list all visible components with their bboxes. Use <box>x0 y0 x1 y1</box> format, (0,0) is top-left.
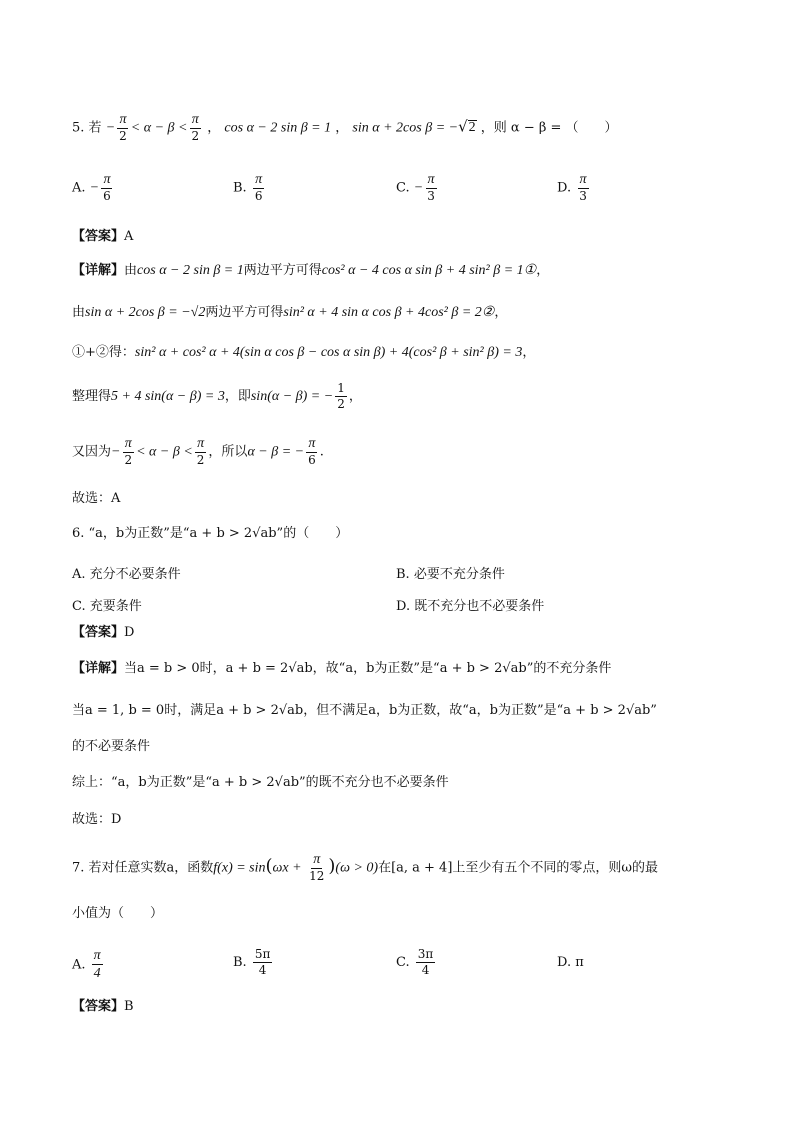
q5-detail-line-2: 由sin α + 2cos β = −√2两边平方可得sin² α + 4 sin α cos β + 4cos² β = 2②， <box>72 305 508 320</box>
q5-choose: 故选：A <box>72 491 121 506</box>
q6-option-c[interactable]: C. 充要条件 <box>72 599 142 614</box>
q5-answer: 【答案】A <box>72 229 134 244</box>
fraction: $\frac{\pi}{2}$ <box>191 112 200 144</box>
q6-choose: 故选：D <box>72 812 122 827</box>
q7-stem-line-2: 小值为（ ） <box>72 906 164 921</box>
q6-option-b[interactable]: B. 必要不充分条件 <box>396 567 505 582</box>
q6-answer: 【答案】D <box>72 625 135 640</box>
q5-condition-1: cos α − 2 sin β = 1 <box>224 120 332 136</box>
q7-answer: 【答案】B <box>72 999 134 1014</box>
q5-number: 5. <box>72 120 85 136</box>
q6-stem: 6. “a，b为正数”是“a + b > 2√ab”的（ ） <box>72 526 349 541</box>
q7-option-b[interactable]: B. $\frac{5\pi}{4}$ <box>233 947 271 978</box>
q5-option-d[interactable]: D. $\frac{\pi}{3}$ <box>557 172 587 204</box>
fraction: $\frac{\pi}{2}$ <box>119 112 127 144</box>
q5-detail-line-4: 整理得5 + 4 sin(α − β) = 3，即sin(α − β) = − $\frac{1}{2}$ ， <box>72 381 362 412</box>
q6-option-d[interactable]: D. 既不充分也不必要条件 <box>396 599 545 614</box>
q5-detail-line-5: 又因为− $\frac{\pi}{2}$ < α − β < $\frac{\pi}{2}$ ，所以α − β = − $\frac{\pi}{6}$ . <box>72 436 324 468</box>
q6-detail-line-3: 的不必要条件 <box>72 739 151 754</box>
q6-option-a[interactable]: A. 充分不必要条件 <box>72 567 181 582</box>
q7-stem: 7. 若对任意实数a，函数f(x) = sin(ωx + $\frac{\pi}{12}$ )(ω > 0)在[a, a + 4]上至少有五个不同的零点，则ω的最 <box>72 852 659 884</box>
q5-option-a[interactable]: A. − $\frac{\pi}{6}$ <box>72 172 111 204</box>
q6-detail-line-1: 【详解】当a = b > 0时，a + b = 2√ab，故“a，b为正数”是“a + b > 2√ab”的不充分条件 <box>72 661 612 676</box>
q6-detail-line-2: 当a = 1, b = 0时，满足a + b > 2√ab，但不满足a，b为正数，故“a，b为正数”是“a + b > 2√ab” <box>72 703 657 718</box>
q7-option-a[interactable]: A. $\frac{\pi}{4}$ <box>72 948 101 982</box>
q5-stem: 5. 若 − $\frac{\pi}{2}$ < α − β < $\frac{\pi}{2}$ ， cos α − 2 sin β = 1 ， sin α + 2cos β = −√2 ，则 α − β = （ ） <box>72 112 618 144</box>
q6-detail-line-4: 综上：“a，b为正数”是“a + b > 2√ab”的既不充分也不必要条件 <box>72 775 449 790</box>
q5-option-c[interactable]: C. − $\frac{\pi}{3}$ <box>396 172 435 204</box>
q5-detail-line-3: ①+②得：sin² α + cos² α + 4(sin α cos β − cos α sin β) + 4(cos² β + sin² β) = 3， <box>72 345 536 360</box>
q7-option-c[interactable]: C. $\frac{3\pi}{4}$ <box>396 947 434 978</box>
q5-option-b[interactable]: B. $\frac{\pi}{6}$ <box>233 172 263 204</box>
q7-option-d[interactable]: D. π <box>557 955 584 970</box>
q5-detail-line-1: 【详解】由cos α − 2 sin β = 1两边平方可得cos² α − 4 cos α sin β + 4 sin² β = 1①， <box>72 263 550 278</box>
q5-condition-2: sin α + 2cos β = − <box>352 120 459 136</box>
